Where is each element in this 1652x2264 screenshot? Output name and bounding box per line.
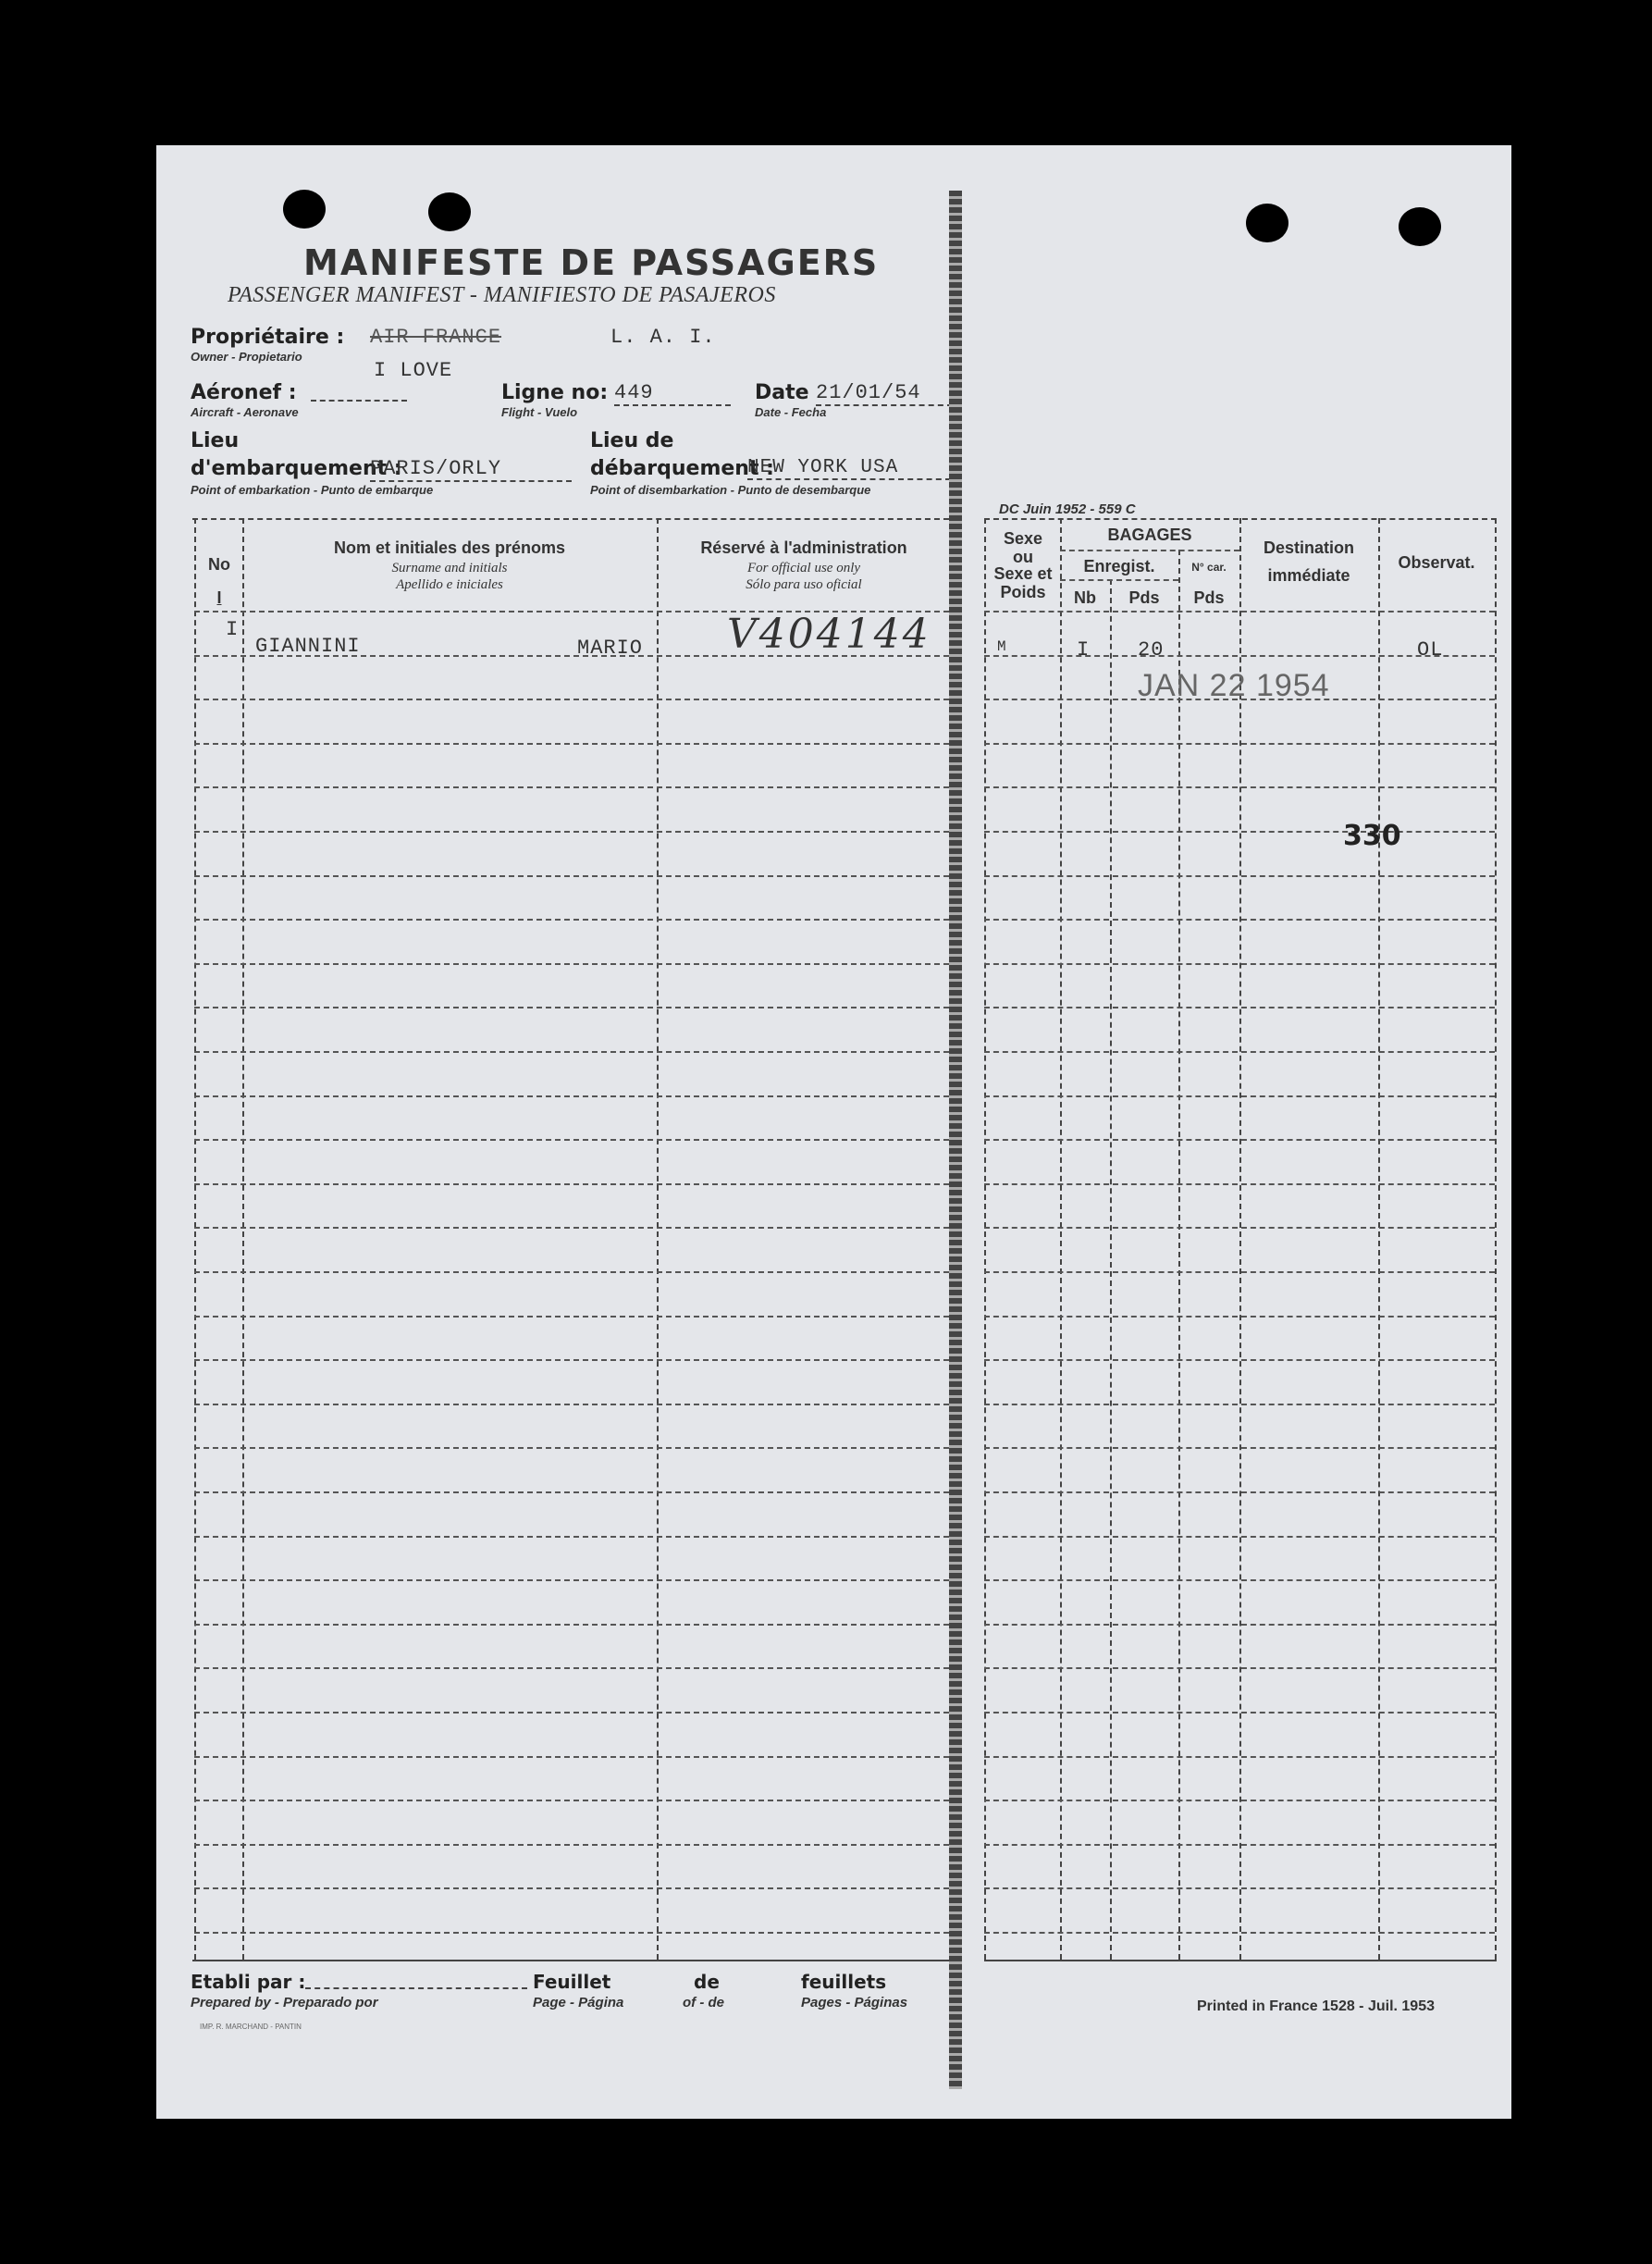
date-label: Date	[755, 381, 809, 404]
owner-struck-value: AIR FRANCE	[370, 326, 502, 349]
date-sublabel: Date - Fecha	[755, 405, 827, 419]
flight-value: 449	[614, 381, 731, 406]
center-fold-stripe	[949, 191, 962, 2089]
row-rule-right	[984, 1887, 1495, 1889]
row-rule-right	[984, 1183, 1495, 1185]
col-header-sex-4: Poids	[1000, 583, 1046, 601]
date-stamp: JAN 22 1954	[1138, 668, 1330, 703]
row-rule-left	[194, 1139, 949, 1141]
col-header-sex-3: Sexe et	[993, 564, 1053, 583]
sheets-sublabel: Pages - Páginas	[801, 1995, 908, 2010]
col-header-admin-en: For official use only	[746, 561, 861, 575]
aircraft-label: Aéronef :	[191, 381, 297, 404]
col-header-admin: Réservé à l'administration	[700, 538, 907, 557]
row-rule-right	[984, 743, 1495, 745]
row-rule-left	[194, 1095, 949, 1097]
row-rule-right	[984, 1844, 1495, 1846]
sheets-label: feuillets	[801, 1971, 887, 1993]
row-rule-right	[984, 1051, 1495, 1053]
row-rule-left	[194, 1932, 949, 1934]
col-line-name-admin	[657, 518, 659, 1960]
row-rule-left	[194, 1316, 949, 1318]
row-rule-right	[984, 831, 1495, 833]
row-rule-left	[194, 1712, 949, 1713]
row-rule-right	[984, 1139, 1495, 1141]
row-rule-left	[194, 1536, 949, 1538]
col-header-baggage: BAGAGES	[1107, 526, 1192, 544]
col-line-dest-obs	[1378, 518, 1380, 1960]
printed-in-france: Printed in France 1528 - Juil. 1953	[1197, 1998, 1435, 2014]
col-header-enreg: Enregist.	[1083, 557, 1155, 575]
date-value: 21/01/54	[816, 381, 953, 406]
row-rule-left	[194, 1800, 949, 1801]
row-rule-left	[194, 831, 949, 833]
row-rule-right	[984, 1447, 1495, 1449]
disembark-sublabel: Point of disembarkation - Punto de desembarque	[590, 483, 871, 497]
flight-label: Ligne no:	[501, 381, 609, 404]
row-rule-right	[984, 1756, 1495, 1758]
form-subtitle: PASSENGER MANIFEST - MANIFIESTO DE PASAJEROS	[228, 283, 776, 307]
col-header-obs: Observat.	[1398, 553, 1475, 572]
row-rule-right	[984, 1359, 1495, 1361]
punch-hole-3	[1246, 204, 1288, 242]
row-rule-left	[194, 1491, 949, 1493]
row-rule-left	[194, 1447, 949, 1449]
row-rule-left	[194, 1667, 949, 1669]
row-rule-right	[984, 1800, 1495, 1801]
row-rule-right	[984, 875, 1495, 877]
col-header-dest2: immédiate	[1267, 566, 1350, 585]
sheet-sublabel: Page - Página	[533, 1995, 624, 2010]
col-header-nb: Nb	[1074, 588, 1096, 607]
col-header-no-value: I	[216, 588, 222, 607]
row-rule-right	[984, 1404, 1495, 1405]
col-header-name-en: Surname and initials	[391, 561, 508, 575]
col-header-pds2: Pds	[1193, 588, 1225, 607]
col-line-no-name	[242, 518, 244, 1960]
row-rule-right	[984, 1316, 1495, 1318]
row-rule-left	[194, 1887, 949, 1889]
row-rule-right	[984, 1007, 1495, 1008]
row-rule-right	[984, 963, 1495, 965]
left-bottom-line	[192, 1960, 949, 1961]
form-code: DC Juin 1952 - 559 C	[999, 501, 1136, 517]
row-rule-left	[194, 1624, 949, 1626]
row-rule-right	[984, 611, 1495, 612]
disembark-label-line2: débarquement :	[590, 457, 774, 480]
row-rule-right	[984, 1271, 1495, 1273]
row-rule-left	[194, 875, 949, 877]
row-rule-left	[194, 1271, 949, 1273]
row-rule-left	[194, 919, 949, 921]
form-title: MANIFESTE DE PASSAGERS	[303, 242, 880, 283]
aircraft-value: I LOVE	[374, 359, 453, 382]
col-header-sex-1: Sexe	[1003, 529, 1043, 548]
col-header-ncar: N° car.	[1191, 561, 1227, 574]
col-header-sex-2: ou	[1013, 548, 1033, 566]
row-rule-right	[984, 1712, 1495, 1713]
col-header-pds: Pds	[1128, 588, 1160, 607]
row-rule-right	[984, 1932, 1495, 1934]
col-header-admin-es: Sólo para uso oficial	[746, 577, 862, 592]
baggage-header-line	[1060, 550, 1239, 551]
row-rule-left	[194, 786, 949, 788]
col-line-pds-ncar	[1178, 550, 1180, 1960]
col-header-dest: Destination	[1263, 538, 1354, 557]
embark-value: PARIS/ORLY	[370, 457, 572, 482]
col-header-no: No	[208, 555, 230, 574]
punch-hole-4	[1399, 207, 1441, 246]
disembark-value: NEW YORK USA	[747, 457, 951, 480]
col-line-bag-dest	[1239, 518, 1241, 1960]
prepared-sublabel: Prepared by - Preparado por	[191, 1995, 378, 2010]
embark-label-line1: Lieu	[191, 429, 240, 452]
owner-label: Propriétaire :	[191, 326, 345, 349]
row-rule-left	[194, 1183, 949, 1185]
row-rule-left	[194, 1359, 949, 1361]
row-rule-right	[984, 1536, 1495, 1538]
prepared-label: Etabli par :	[191, 1971, 306, 1993]
row-rule-right	[984, 1491, 1495, 1493]
row-rule-right	[984, 1227, 1495, 1229]
aircraft-sublabel: Aircraft - Aeronave	[191, 405, 299, 419]
row-rule-left	[194, 1404, 949, 1405]
enreg-header-line	[1060, 579, 1178, 581]
aircraft-underline	[311, 400, 407, 402]
flight-sublabel: Flight - Vuelo	[501, 405, 578, 419]
row-rule-left	[194, 743, 949, 745]
row-rule-left	[194, 1844, 949, 1846]
printer-credit: IMP. R. MARCHAND - PANTIN	[200, 2023, 302, 2031]
disembark-label-line1: Lieu de	[590, 429, 674, 452]
of-label: de	[694, 1971, 720, 1993]
col-line-right-edge	[1495, 518, 1497, 1960]
row-rule-right	[984, 786, 1495, 788]
punch-hole-1	[283, 190, 326, 229]
row-surname: GIANNINI	[255, 635, 361, 658]
of-sublabel: of - de	[683, 1995, 724, 2010]
row-rule-left	[194, 1051, 949, 1053]
row-rule-right	[984, 1579, 1495, 1581]
right-bottom-line	[984, 1960, 1497, 1961]
left-table-frame	[192, 518, 949, 1961]
row-rule-right	[984, 1095, 1495, 1097]
row-rule-right	[984, 1624, 1495, 1626]
punch-hole-2	[428, 192, 471, 231]
row-nb: I	[1077, 638, 1091, 662]
prepared-underline	[305, 1987, 527, 1989]
col-line-right-start	[984, 518, 986, 1960]
row-rule-left	[194, 1227, 949, 1229]
owner-value: L. A. I.	[610, 326, 716, 349]
row-firstname: MARIO	[577, 637, 644, 660]
row-pds: 20	[1138, 638, 1165, 662]
sheet-label: Feuillet	[533, 1971, 611, 1993]
row-rule-left	[194, 699, 949, 700]
row-obs: OL	[1417, 638, 1444, 662]
row-rule-left	[194, 963, 949, 965]
col-line-left-edge	[194, 518, 196, 1960]
col-header-name-es: Apellido e iniciales	[396, 577, 503, 592]
col-header-name: Nom et initiales des prénoms	[333, 538, 566, 557]
row-no: I	[226, 618, 240, 641]
col-line-sex-bag	[1060, 518, 1062, 1960]
embark-label-line2: d'embarquement :	[191, 457, 402, 480]
mark-number: 330	[1343, 820, 1401, 852]
row-rule-right	[984, 1667, 1495, 1669]
row-rule-left	[194, 1579, 949, 1581]
owner-sublabel: Owner - Propietario	[191, 350, 302, 364]
row-rule-right	[984, 919, 1495, 921]
row-rule-left	[194, 1007, 949, 1008]
row-sex: M	[997, 638, 1007, 655]
row-rule-left	[194, 1756, 949, 1758]
embark-sublabel: Point of embarkation - Punto de embarque	[191, 483, 434, 497]
row-admin-handwritten: V404144	[727, 611, 931, 658]
